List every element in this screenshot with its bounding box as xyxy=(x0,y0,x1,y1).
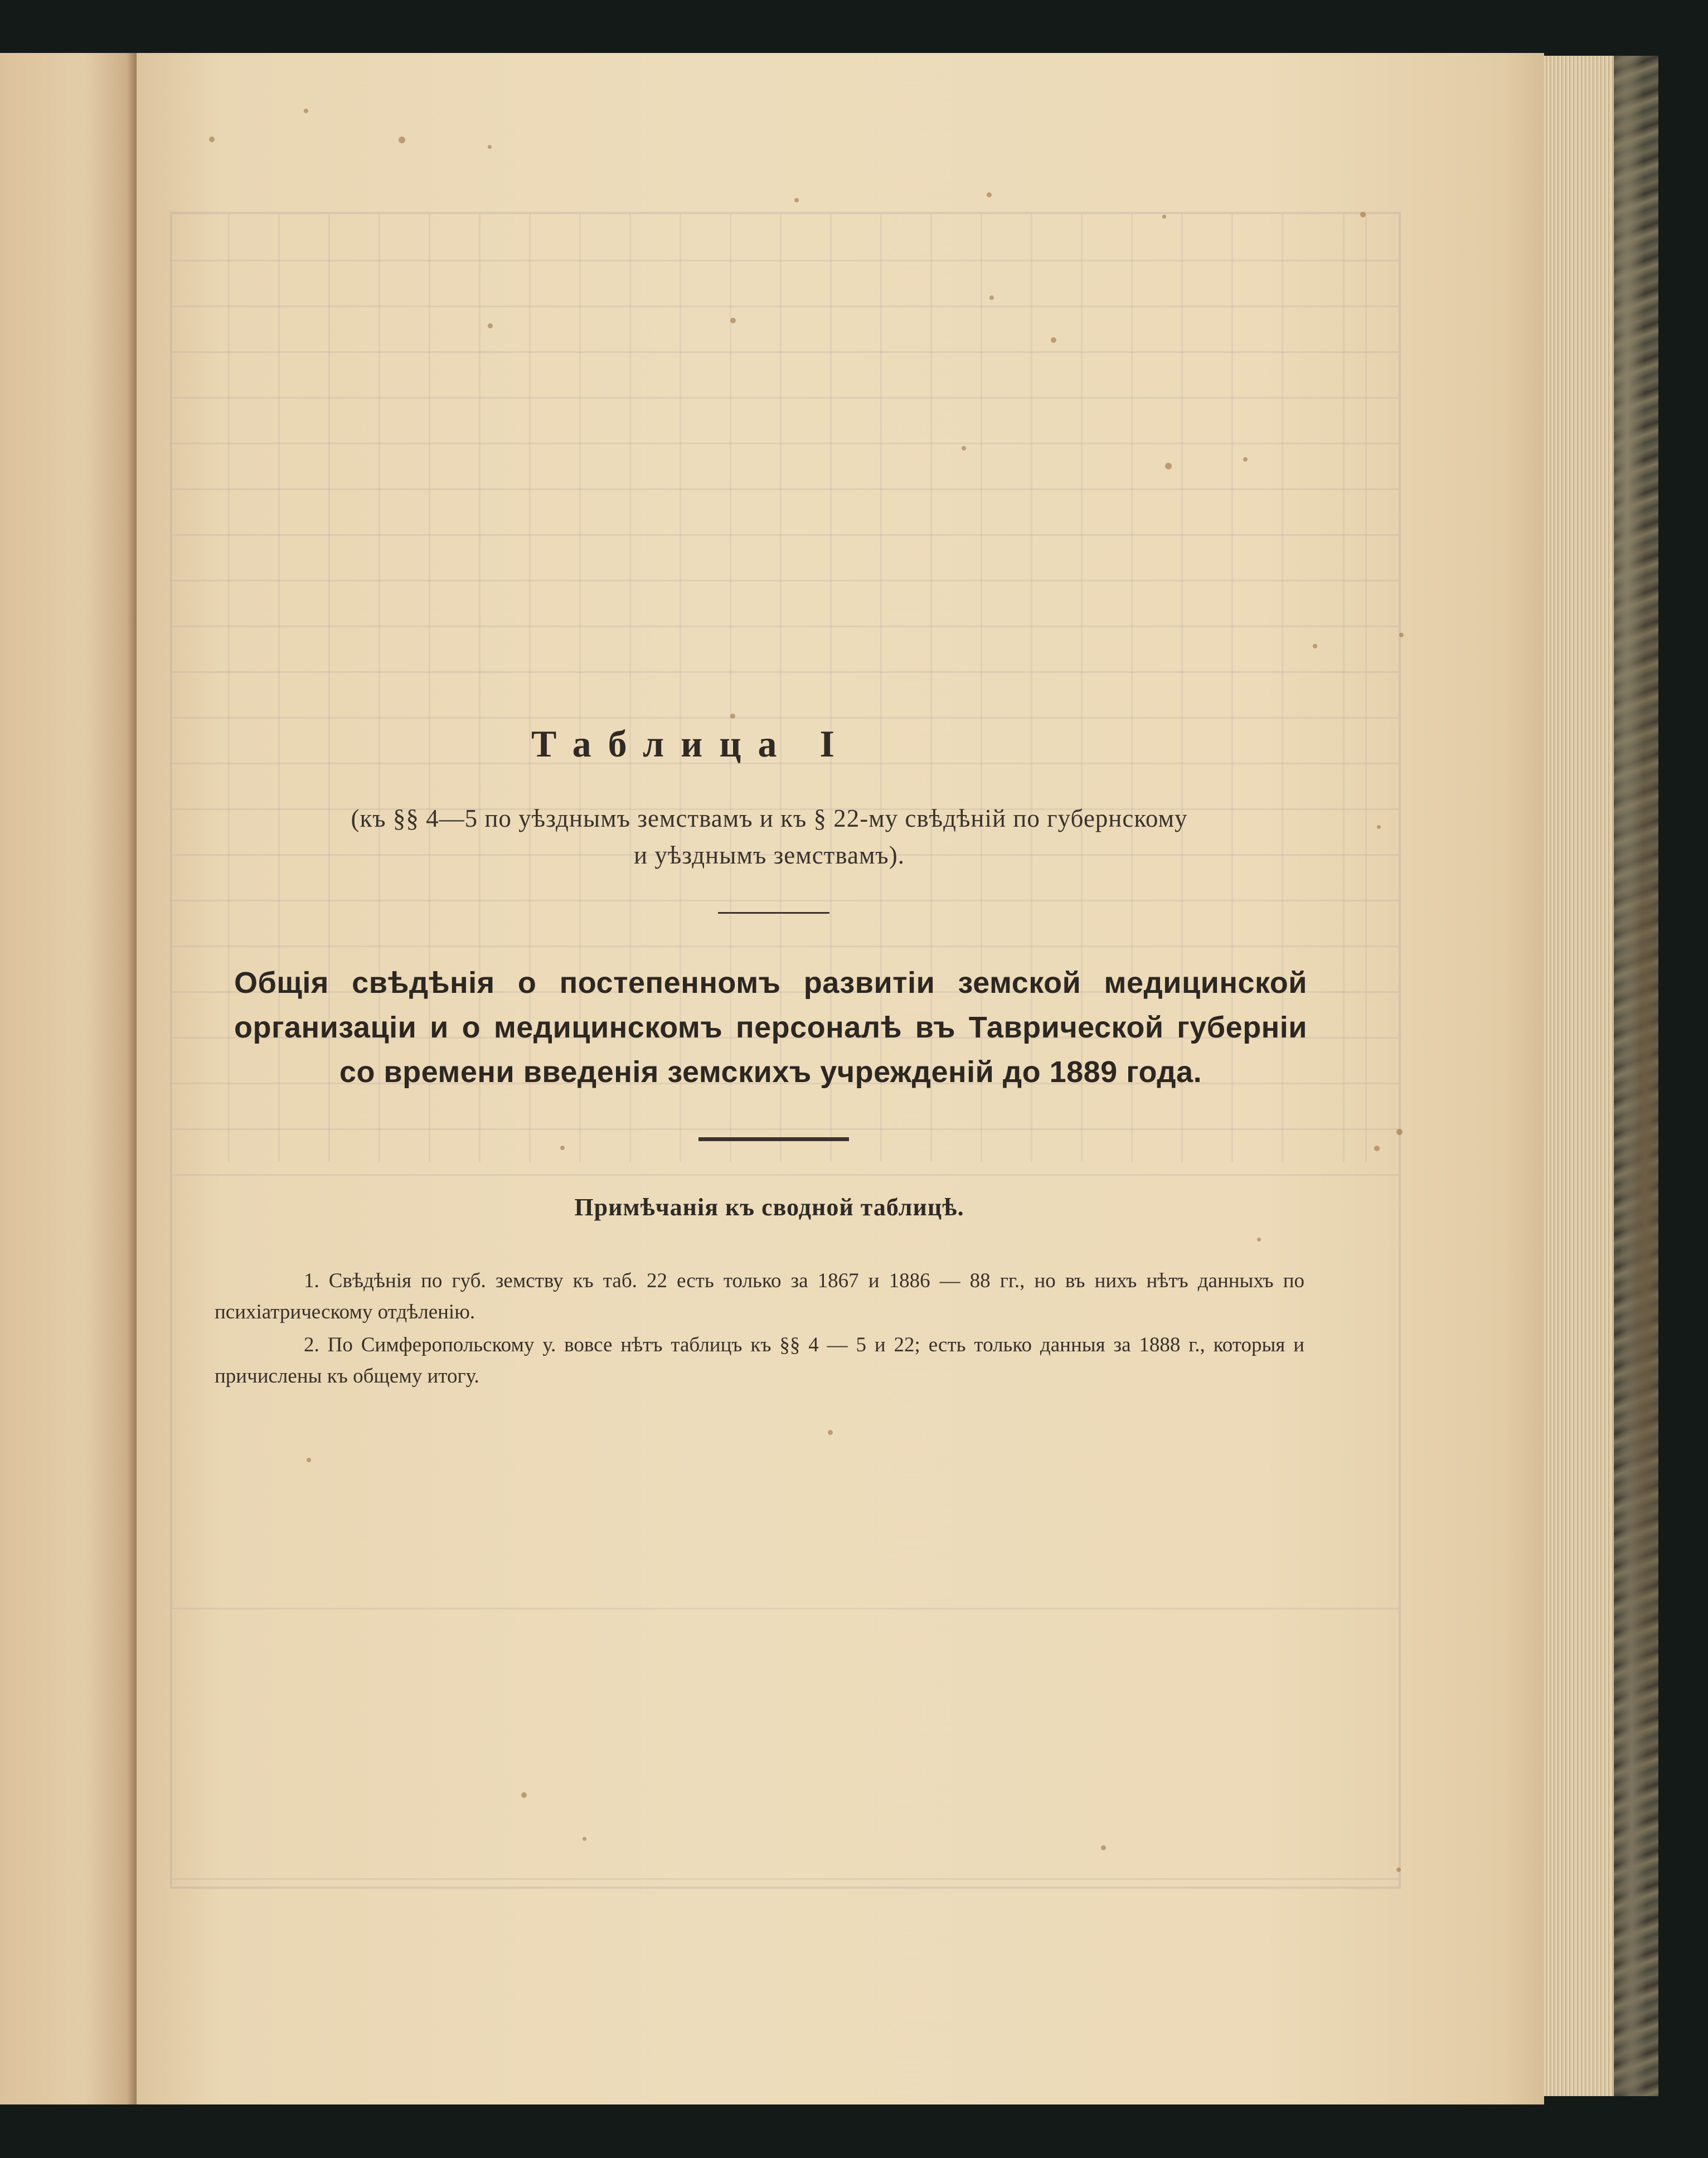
table-subtitle xyxy=(215,800,1324,874)
foxing-spot xyxy=(962,446,966,450)
foxing-spot xyxy=(304,109,308,113)
note-1 xyxy=(215,1265,1304,1328)
table-title: Таблица I xyxy=(531,722,851,765)
foxing-spot xyxy=(730,318,736,323)
foxing-spot xyxy=(1051,337,1056,343)
foxing-spot xyxy=(989,295,994,300)
divider-bold xyxy=(698,1137,849,1141)
note-2-text: 2. По Симферопольскому у. вовсе нѣтъ таблицъ къ §§ 4 — 5 и 22; есть только данныя за 1888 г., которыя и причислены къ общему итогу. xyxy=(215,1333,1304,1388)
table-heading: Общія свѣдѣнія о постепенномъ развитіи земской медицинской организаціи и о медицинскомъ персоналѣ въ Таврической губерніи со времени введенія земскихъ учрежденій до 1889 года. xyxy=(234,966,1307,1089)
foxing-spot xyxy=(583,1837,586,1841)
foxing-spot xyxy=(1396,1868,1401,1872)
book-page xyxy=(137,53,1544,2104)
note-2 xyxy=(215,1330,1304,1392)
note-1-text: 1. Свѣдѣнія по губ. земству къ таб. 22 есть только за 1867 и 1886 — 88 гг., но въ нихъ нѣтъ данныхъ по психіатрическому отдѣленію. xyxy=(215,1269,1304,1323)
left-page xyxy=(0,53,139,2104)
notes-title: Примѣчанія къ сводной таблицѣ. xyxy=(574,1194,964,1221)
foxing-spot xyxy=(1399,633,1404,637)
subtitle-line-2: и уѣзднымъ земствамъ). xyxy=(634,841,905,869)
foxing-spot xyxy=(1257,1238,1261,1242)
subtitle-line-1: (къ §§ 4—5 по уѣзднымъ земствамъ и къ § 22-му свѣдѣній по губернскому xyxy=(351,804,1188,832)
foxing-spot xyxy=(987,192,992,197)
foxing-spot xyxy=(794,198,799,202)
foxing-spot xyxy=(307,1458,311,1462)
foxing-spot xyxy=(1396,1129,1403,1135)
foxing-spot xyxy=(488,145,492,149)
foxing-spot xyxy=(488,323,493,328)
foxing-spot xyxy=(521,1792,527,1798)
foxing-spot xyxy=(828,1430,833,1435)
foxing-spot xyxy=(209,137,215,142)
marbled-cover xyxy=(1614,56,1658,2096)
divider-short xyxy=(718,912,829,914)
page-edges xyxy=(1544,56,1614,2096)
foxing-spot xyxy=(730,714,735,719)
foxing-spot xyxy=(1377,825,1381,829)
foxing-spot xyxy=(1243,457,1248,462)
foxing-spot xyxy=(1101,1845,1106,1850)
foxing-spot xyxy=(1313,644,1317,648)
foxing-spot xyxy=(1165,463,1172,469)
foxing-spot xyxy=(560,1146,565,1150)
foxing-spot xyxy=(1374,1146,1380,1151)
foxing-spot xyxy=(399,137,405,143)
foxing-spot xyxy=(1162,215,1166,219)
foxing-spot xyxy=(1360,212,1366,217)
